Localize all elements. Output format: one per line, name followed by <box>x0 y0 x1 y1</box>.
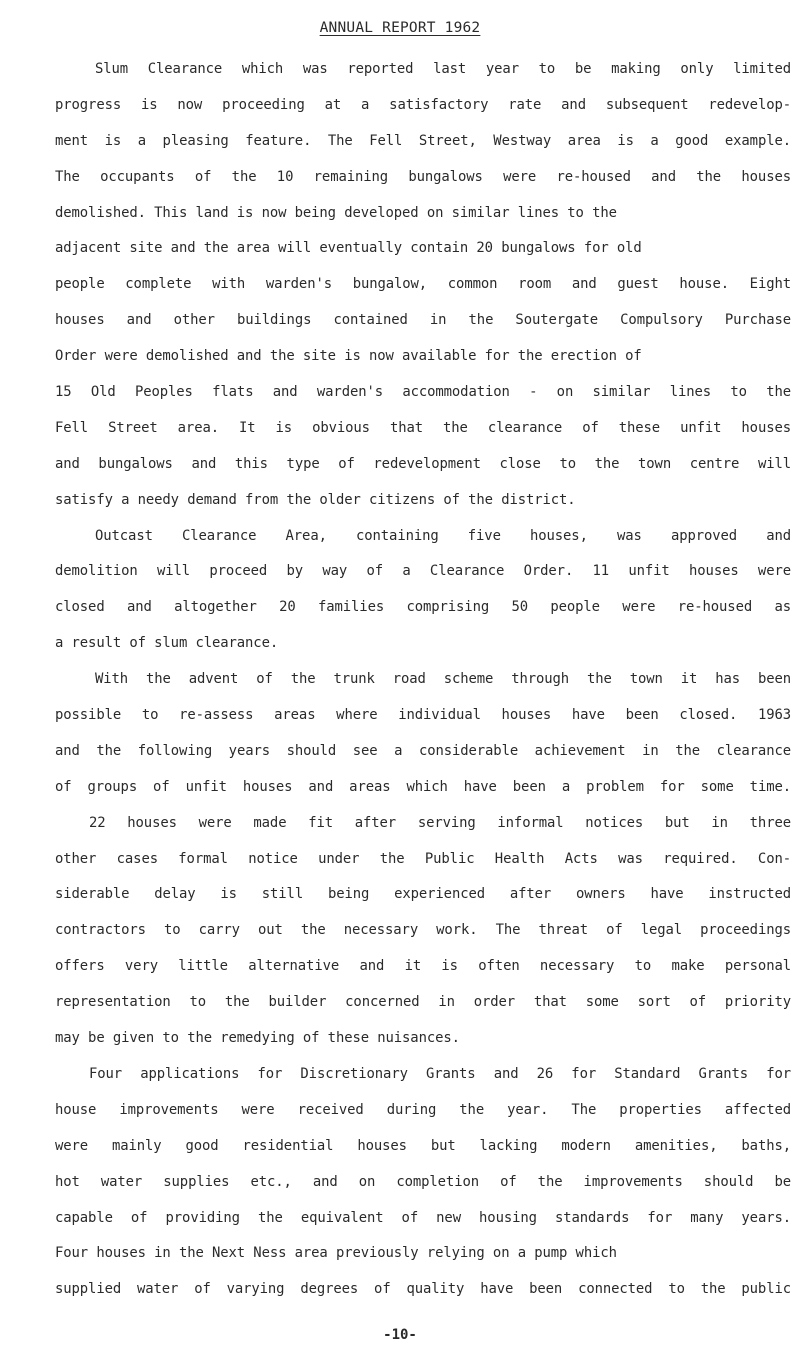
text-line: a result of slum clearance. <box>55 635 279 652</box>
report-title: ANNUAL REPORT 1962 <box>319 20 481 36</box>
text-line: satisfy a needy demand from the older citizens of the district. <box>55 491 576 508</box>
text-line: offers very little alternative and it is often necessary to make personal <box>55 958 791 975</box>
text-line: The occupants of the 10 remaining bungalows were re-housed and the houses <box>55 168 791 185</box>
text-line: hot water supplies etc., and on completion of the improvements should be <box>55 1173 791 1190</box>
text-line: Outcast Clearance Area, containing five houses, was approved and <box>95 527 791 544</box>
text-line: and bungalows and this type of redevelopment close to the town centre will <box>55 455 791 472</box>
text-line: Order were demolished and the site is now available for the erection of <box>55 348 642 365</box>
text-line: closed and altogether 20 families comprising 50 people were re-housed as <box>55 599 791 616</box>
text-line: houses and other buildings contained in the Soutergate Compulsory Purchase <box>55 312 791 329</box>
text-line: house improvements were received during the year. The properties affected <box>55 1101 791 1118</box>
text-line: Four applications for Discretionary Grants and 26 for Standard Grants for <box>89 1065 791 1082</box>
text-line: With the advent of the trunk road scheme through the town it has been <box>95 671 791 688</box>
text-line: Four houses in the Next Ness area previously relying on a pump which <box>55 1245 617 1262</box>
text-line: representation to the builder concerned in order that some sort of priority <box>55 994 791 1011</box>
text-line: Fell Street area. It is obvious that the clearance of these unfit houses <box>55 419 791 436</box>
text-line: possible to re-assess areas where individual houses have been closed. 1963 <box>55 707 791 724</box>
text-line: supplied water of varying degrees of quality have been connected to the public <box>55 1281 791 1298</box>
text-line: and the following years should see a considerable achievement in the clearance <box>55 742 791 759</box>
text-line: ment is a pleasing feature. The Fell Street, Westway area is a good example. <box>55 132 791 149</box>
text-line: 22 houses were made fit after serving informal notices but in three <box>89 814 791 831</box>
text-line: were mainly good residential houses but lacking modern amenities, baths, <box>55 1137 791 1154</box>
text-line: 15 Old Peoples flats and warden's accommodation - on similar lines to the <box>55 384 791 401</box>
text-line: adjacent site and the area will eventually contain 20 bungalows for old <box>55 240 642 257</box>
page-header <box>0 20 800 36</box>
text-line: other cases formal notice under the Public Health Acts was required. Con- <box>55 850 791 867</box>
text-line: demolition will proceed by way of a Clearance Order. 11 unfit houses were <box>55 563 791 580</box>
text-line: Slum Clearance which was reported last year to be making only limited <box>95 61 791 77</box>
text-line: contractors to carry out the necessary work. The threat of legal proceedings <box>55 922 791 939</box>
text-line: demolished. This land is now being developed on similar lines to the <box>55 204 617 221</box>
text-line: people complete with warden's bungalow, common room and guest house. Eight <box>55 276 791 293</box>
page-number: -10- <box>383 1327 417 1343</box>
body-text <box>55 59 791 1315</box>
text-line: siderable delay is still being experienced after owners have instructed <box>55 886 791 903</box>
text-line: capable of providing the equivalent of new housing standards for many years. <box>55 1209 791 1226</box>
text-line: may be given to the remedying of these nuisances. <box>55 1030 460 1047</box>
text-line: progress is now proceeding at a satisfactory rate and subsequent redevelop- <box>55 96 791 113</box>
text-line: of groups of unfit houses and areas which have been a problem for some time. <box>55 778 791 795</box>
